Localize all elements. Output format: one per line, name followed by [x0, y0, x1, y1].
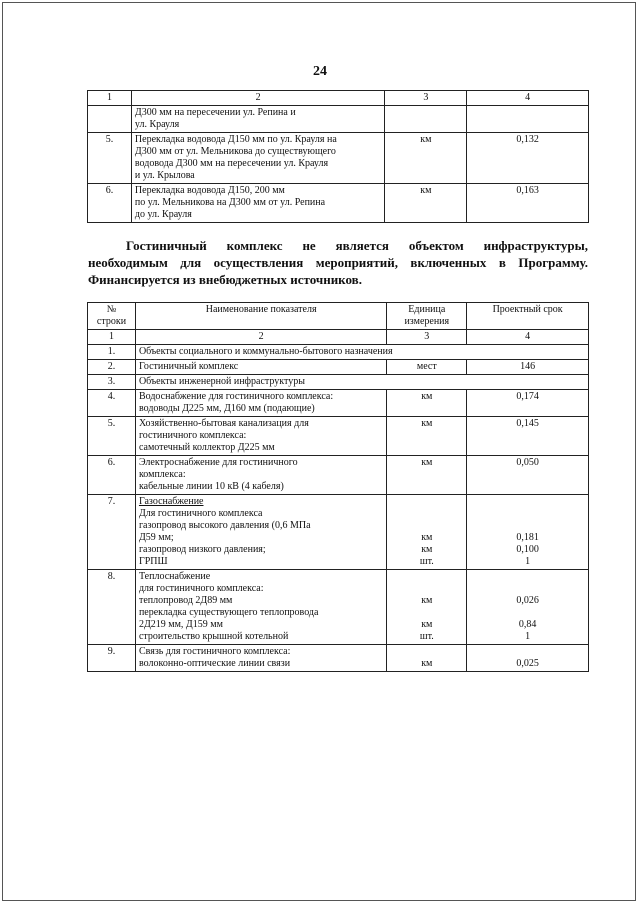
- row-unit: [385, 106, 467, 133]
- row-name: Электроснабжение для гостиничного комплекса: кабельные линии 10 кВ (4 кабеля): [135, 456, 386, 495]
- row-number: 5.: [88, 133, 132, 184]
- row-name: Водоснабжение для гостиничного комплекса: водоводы Д225 мм, Д160 мм (подающие): [135, 390, 386, 417]
- table-row: [88, 417, 589, 456]
- row-number: 1.: [88, 345, 136, 360]
- row-name: Хозяйственно-бытовая канализация для гостиничного комплекса: самотечный коллектор Д225 мм: [135, 417, 386, 456]
- row-number: 2.: [88, 360, 136, 375]
- row-number: 3.: [88, 375, 136, 390]
- table-row: [88, 456, 589, 495]
- index-row: [88, 330, 589, 345]
- row-number: 4.: [88, 390, 136, 417]
- row-name: Гостиничный комплекс: [135, 360, 386, 375]
- row-number: [88, 106, 132, 133]
- table-row: [88, 345, 589, 360]
- header-value: Проектный срок: [467, 303, 589, 330]
- table-header-row: [88, 303, 589, 330]
- row-value: 0,132: [467, 133, 589, 184]
- col-index: 2: [135, 330, 386, 345]
- row-name: Д300 мм на пересечении ул. Репина и ул. Крауля: [131, 106, 385, 133]
- row-unit: мест: [387, 360, 467, 375]
- row-value: 0,050: [467, 456, 589, 495]
- col-index: 4: [467, 91, 589, 106]
- row-number: 5.: [88, 417, 136, 456]
- header-unit: Единица измерения: [387, 303, 467, 330]
- header-name: Наименование показателя: [135, 303, 386, 330]
- paragraph-line: Финансируется из внебюджетных источников.: [88, 272, 362, 287]
- col-index: 1: [88, 330, 136, 345]
- row-name: Перекладка водовода Д150 мм по ул. Крауля на Д300 мм от ул. Мельникова до существующего водовода Д300 мм на пересечении ул. Крауля и ул. Крылова: [131, 133, 385, 184]
- row-unit: км км шт.: [387, 570, 467, 645]
- row-name: Теплоснабжение для гостиничного комплекса: теплопровод 2Д89 мм перекладка существующего теплопровода 2Д219 мм, Д159 мм строительство крышной котельной: [135, 570, 386, 645]
- row-name: Объекты социального и коммунально-бытового назначения: [135, 345, 588, 360]
- row-unit: км км шт.: [387, 495, 467, 570]
- row-name: Объекты инженерной инфраструктуры: [135, 375, 588, 390]
- page-number: 24: [313, 64, 327, 79]
- row-value: 0,174: [467, 390, 589, 417]
- table-row: [88, 184, 589, 223]
- indicators-table: [87, 302, 589, 672]
- paragraph-line: необходимым для осуществления мероприятий, включенных в Программу.: [88, 255, 588, 270]
- row-value: 0,181 0,100 1: [467, 495, 589, 570]
- row-unit: км: [385, 184, 467, 223]
- paragraph-line: Гостиничный комплекс не является объектом инфраструктуры,: [126, 238, 588, 253]
- row-name: Связь для гостиничного комплекса: волоконно-оптические линии связи: [135, 645, 386, 672]
- table-header-row: [88, 91, 589, 106]
- row-unit: км: [387, 645, 467, 672]
- table-row: [88, 360, 589, 375]
- col-index: 1: [88, 91, 132, 106]
- row-number: 9.: [88, 645, 136, 672]
- row-value: 0,026 0,84 1: [467, 570, 589, 645]
- row-number: 6.: [88, 184, 132, 223]
- table-row: [88, 133, 589, 184]
- row-unit: км: [385, 133, 467, 184]
- row-value: 0,145: [467, 417, 589, 456]
- table-row: [88, 390, 589, 417]
- table-row: [88, 106, 589, 133]
- continuation-table: [87, 90, 589, 223]
- row-number: 6.: [88, 456, 136, 495]
- row-unit: км: [387, 390, 467, 417]
- header-num: № строки: [88, 303, 136, 330]
- col-index: 3: [385, 91, 467, 106]
- table-row: [88, 570, 589, 645]
- row-name: Газоснабжение Для гостиничного комплекса газопровод высокого давления (0,6 МПа Д59 мм; газопровод низкого давления; ГРПШ: [135, 495, 386, 570]
- col-index: 3: [387, 330, 467, 345]
- row-number: 7.: [88, 495, 136, 570]
- col-index: 2: [131, 91, 385, 106]
- row-value: 146: [467, 360, 589, 375]
- col-index: 4: [467, 330, 589, 345]
- table-row: [88, 375, 589, 390]
- table-row: [88, 495, 589, 570]
- row-number: 8.: [88, 570, 136, 645]
- row-unit: км: [387, 456, 467, 495]
- row-value: 0,025: [467, 645, 589, 672]
- table-row: [88, 645, 589, 672]
- row-unit: км: [387, 417, 467, 456]
- row-value: 0,163: [467, 184, 589, 223]
- row-name: Перекладка водовода Д150, 200 мм по ул. Мельникова на Д300 мм от ул. Репина до ул. Крауля: [131, 184, 385, 223]
- row-value: [467, 106, 589, 133]
- body-paragraph: [88, 237, 588, 288]
